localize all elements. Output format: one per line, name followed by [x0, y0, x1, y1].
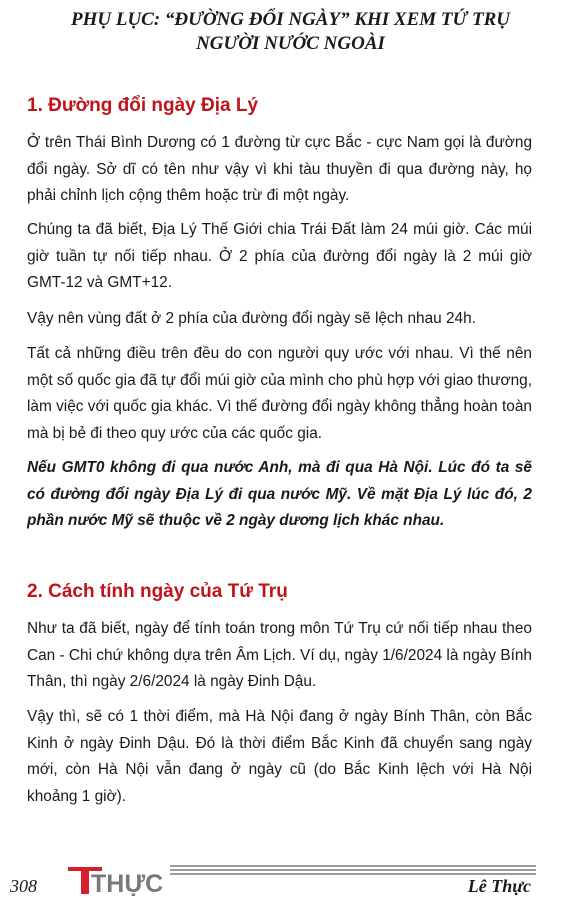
section-2-paragraph-2: Vậy thì, sẽ có 1 thời điểm, mà Hà Nội đang ở ngày Bính Thân, còn Bắc Kinh ở ngày Đinh Dậu. Đó là thời điểm Bắc Kinh đã chuyển sang ngày mới, còn Hà Nội vẫn đang ở ngày cũ (do Bắc Kinh lệch với Hà Nội khoảng 1 giờ).	[27, 708, 532, 805]
section-2-paragraph-1: Như ta đã biết, ngày để tính toán trong môn Tứ Trụ cứ nối tiếp nhau theo Can - Chi chứ không dựa trên Âm Lịch. Ví dụ, ngày 1/6/2024 là ngày Bính Thân, thì ngày 2/6/2024 là ngày Đinh Dậu.	[27, 620, 532, 691]
page-title-line-2: NGƯỜI NƯỚC NGOÀI	[196, 33, 385, 54]
section-1-paragraph-2: Chúng ta đã biết, Địa Lý Thế Giới chia Trái Đất làm 24 múi giờ. Các múi giờ tuần tự nối tiếp nhau. Ở 2 phía của đường đổi ngày là 2 múi giờ GMT-12 và GMT+12.	[27, 221, 532, 292]
thuc-logo-icon	[68, 864, 164, 896]
section-1-emphasis-paragraph: Nếu GMT0 không đi qua nước Anh, mà đi qua Hà Nội. Lúc đó ta sẽ có đường đổi ngày Địa Lý đi qua nước Mỹ. Về mặt Địa Lý lúc đó, 2 phần nước Mỹ sẽ thuộc về 2 ngày dương lịch khác nhau.	[27, 459, 532, 530]
section-1-paragraph-3: Vậy nên vùng đất ở 2 phía của đường đổi ngày sẽ lệch nhau 24h.	[27, 310, 476, 327]
logo-text: THỰC	[91, 870, 164, 896]
section-1-paragraph-1: Ở trên Thái Bình Dương có 1 đường từ cực Bắc - cực Nam gọi là đường đổi ngày. Sở dĩ có tên như vậy vì khi tàu thuyền đi qua đường này, họ phải chỉnh lịch cộng thêm hoặc trừ đi một ngày.	[27, 134, 532, 205]
section-2-heading: 2. Cách tính ngày của Tứ Trụ	[27, 581, 288, 602]
page-title	[30, 8, 551, 56]
author-name: Lê Thực	[467, 876, 531, 896]
page-number: 308	[10, 876, 37, 896]
page-title-line-1: PHỤ LỤC: “ĐƯỜNG ĐỔI NGÀY” KHI XEM TỨ TRỤ	[70, 9, 510, 30]
section-1-heading: 1. Đường đổi ngày Địa Lý	[27, 95, 259, 116]
section-1-paragraph-4: Tất cả những điều trên đều do con người quy ước với nhau. Vì thế nên một số quốc gia đã tự đổi múi giờ của mình cho phù hợp với giao thương, làm việc với quốc gia khác. Vì thế đường đổi ngày không thẳng hoàn toàn mà bị bẻ đi theo quy ước của các quốc gia.	[27, 345, 533, 442]
